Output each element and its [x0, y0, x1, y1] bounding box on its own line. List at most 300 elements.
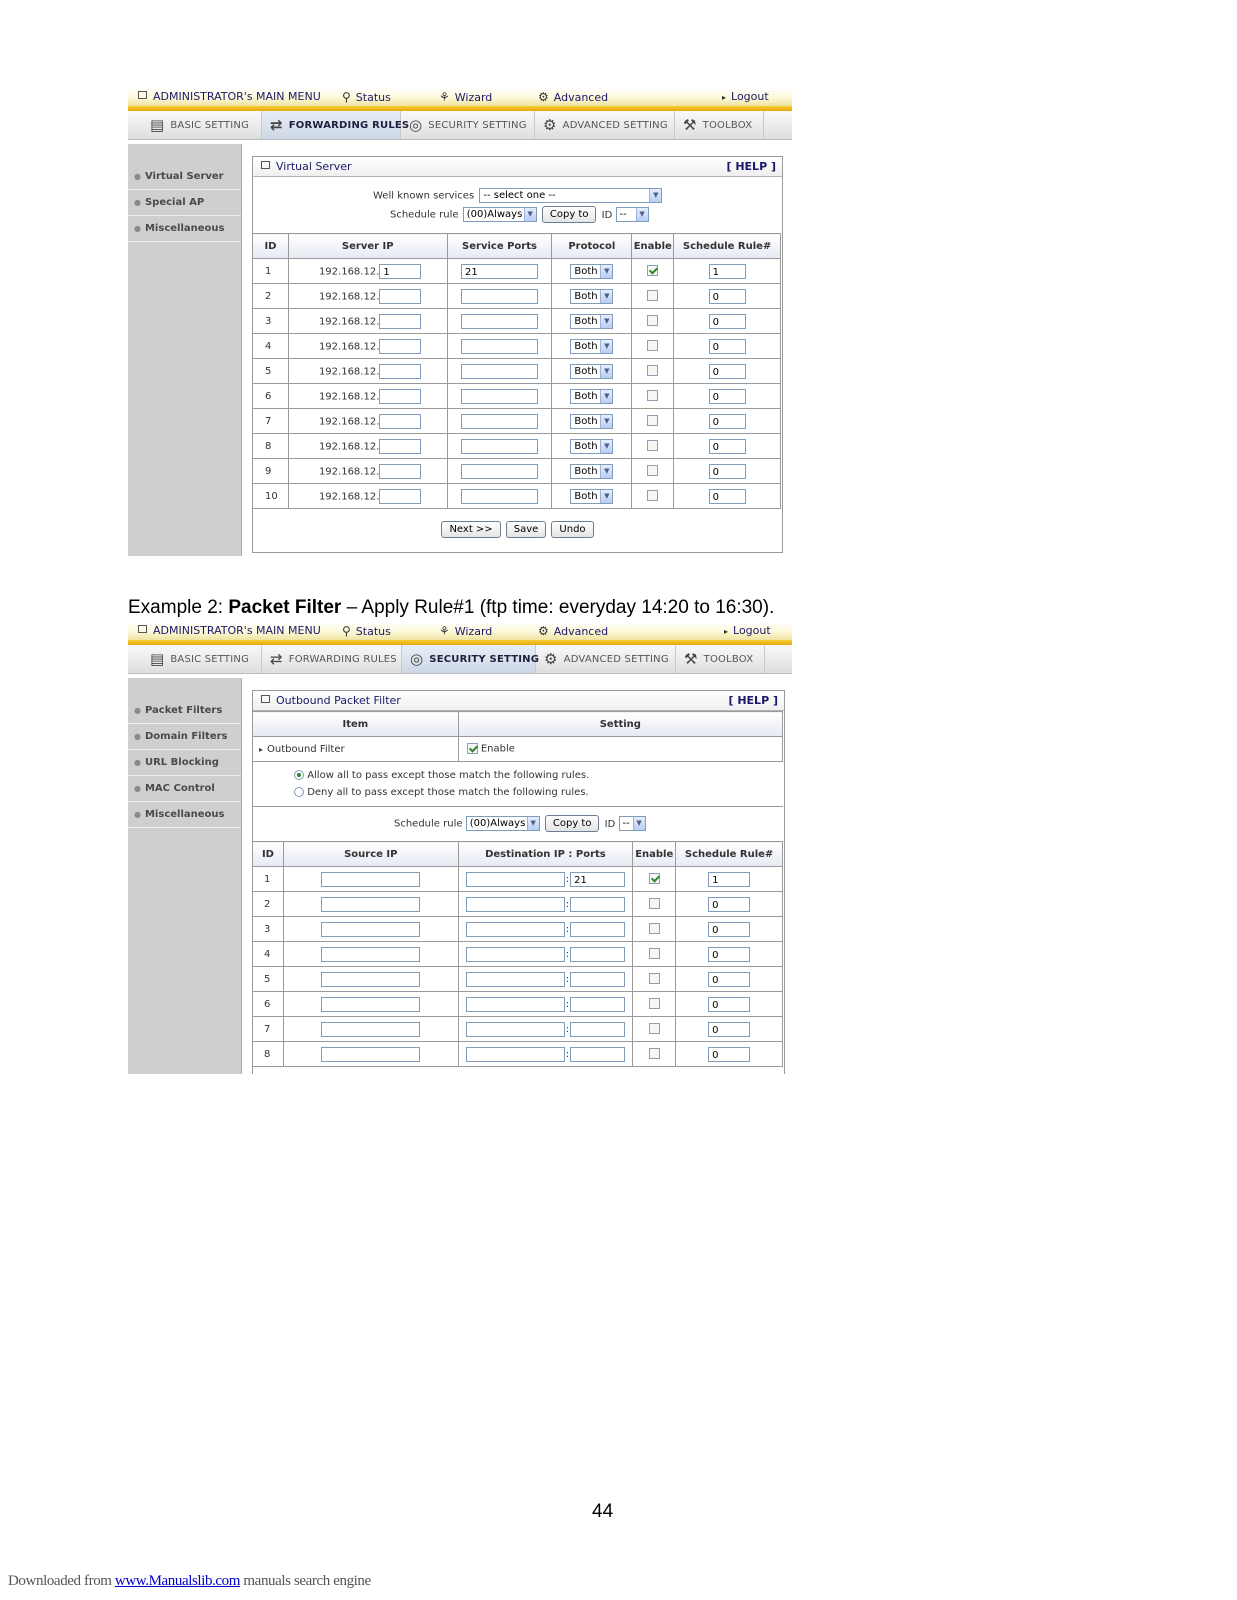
chevron-down-icon: ▼	[600, 390, 612, 403]
sidebar-item-special-ap[interactable]: ● Special AP	[128, 190, 241, 216]
chevron-down-icon: ▼	[600, 490, 612, 503]
service-ports-cell	[447, 284, 552, 309]
example-caption: Example 2: Packet Filter – Apply Rule#1 (ftp time: everyday 14:20 to 16:30).	[128, 597, 775, 618]
schedule-rule-input[interactable]: 0	[709, 389, 746, 404]
ip-port-separator: :	[565, 1049, 570, 1060]
chevron-down-icon: ▼	[600, 415, 612, 428]
enable-checkbox[interactable]	[647, 490, 658, 501]
destination-ip-input[interactable]	[466, 1047, 565, 1062]
outbound-filter-enable-checkbox[interactable]	[467, 743, 478, 754]
service-ports-input[interactable]	[461, 464, 538, 479]
schedule-rule-cell	[674, 434, 781, 459]
policy-allow-radio[interactable]	[294, 770, 304, 780]
column-header: Server IP	[288, 234, 447, 259]
arrow-right-icon: ▸	[722, 93, 727, 102]
source-ip-cell	[283, 942, 458, 967]
protocol-value: Both	[574, 365, 598, 377]
panel-square-icon	[261, 161, 270, 169]
arrows-icon: ⇄	[270, 116, 283, 134]
enable-checkbox[interactable]	[647, 265, 658, 276]
enable-checkbox[interactable]	[649, 998, 660, 1009]
column-header: Source IP	[283, 842, 458, 867]
server-ip-cell	[288, 284, 447, 309]
destination-port-input[interactable]	[570, 1047, 625, 1062]
schedule-rule-input[interactable]: 0	[708, 947, 750, 962]
schedule-rule-cell	[674, 309, 781, 334]
source-ip-input[interactable]	[321, 947, 420, 962]
id-label: ID	[601, 209, 613, 221]
destination-ip-input[interactable]	[466, 972, 565, 987]
schedule-rule-input[interactable]: 1	[709, 264, 746, 279]
arrow-right-icon: ▸	[724, 627, 729, 636]
row-id: 8	[253, 1042, 284, 1067]
service-ports-cell	[447, 359, 552, 384]
ip-prefix: 192.168.12.	[318, 266, 380, 277]
shield-icon: ◎	[410, 650, 424, 668]
logout-link[interactable]: ▸ Logout	[722, 90, 769, 103]
server-ip-input[interactable]	[379, 314, 421, 329]
table-row	[253, 1017, 783, 1042]
source-ip-cell	[283, 992, 458, 1017]
enable-cell	[632, 409, 674, 434]
enable-checkbox[interactable]	[649, 1023, 660, 1034]
table-row	[253, 992, 783, 1017]
schedule-rule-cell	[674, 259, 781, 284]
row-id: 2	[253, 892, 284, 917]
enable-cell	[632, 434, 674, 459]
server-ip-input[interactable]	[379, 389, 421, 404]
bullet-icon: ●	[134, 198, 141, 207]
protocol-cell	[552, 484, 632, 509]
schedule-rule-input[interactable]: 0	[709, 464, 746, 479]
enable-checkbox[interactable]	[649, 898, 660, 909]
destination-ip-input[interactable]	[466, 947, 565, 962]
column-header: Setting	[458, 712, 782, 737]
service-ports-input[interactable]	[461, 489, 538, 504]
destination-cell	[458, 1042, 633, 1067]
table-row	[253, 459, 781, 484]
enable-checkbox[interactable]	[647, 415, 658, 426]
sidebar-item-virtual-server[interactable]: ● Virtual Server	[128, 164, 241, 190]
enable-checkbox[interactable]	[649, 923, 660, 934]
well-known-services-label: Well known services	[373, 190, 475, 202]
service-ports-input[interactable]	[461, 314, 538, 329]
service-ports-input[interactable]	[461, 339, 538, 354]
packet-filter-table	[252, 841, 783, 1067]
service-ports-input[interactable]	[461, 389, 538, 404]
tab-basic-setting[interactable]: ▤ BASIC SETTING	[142, 645, 262, 673]
column-header: Enable	[632, 234, 674, 259]
bullet-icon: ●	[134, 706, 141, 715]
enable-cell	[633, 967, 676, 992]
server-ip-cell	[288, 484, 447, 509]
policy-deny-radio[interactable]	[294, 787, 304, 797]
status-link[interactable]: ⚲ Status	[342, 90, 391, 104]
enable-checkbox[interactable]	[649, 1048, 660, 1059]
row-id: 3	[253, 917, 284, 942]
schedule-rule-input[interactable]: 0	[708, 922, 750, 937]
column-header: Destination IP : Ports	[458, 842, 633, 867]
destination-cell	[458, 867, 633, 892]
source-ip-cell	[283, 917, 458, 942]
source-ip-input[interactable]	[321, 972, 420, 987]
sidebar-item-packet-filters[interactable]: ● Packet Filters	[128, 698, 241, 724]
policy-deny-option[interactable]: Deny all to pass except those match the following rules.	[294, 787, 589, 798]
server-ip-input[interactable]	[379, 489, 421, 504]
server-ip-input[interactable]	[379, 289, 421, 304]
wand-icon: ⚘	[439, 90, 450, 104]
chevron-down-icon: ▼	[600, 340, 612, 353]
schedule-rule-cell	[674, 359, 781, 384]
tab-advanced-setting[interactable]: ⚙ ADVANCED SETTING	[535, 111, 675, 139]
schedule-rule-select[interactable]: (00)Always ▼	[466, 816, 540, 831]
tab-bar	[128, 111, 792, 140]
toolbox-icon: ⚒	[683, 116, 697, 134]
enable-cell	[633, 892, 676, 917]
enable-checkbox[interactable]	[647, 440, 658, 451]
server-ip-cell	[288, 434, 447, 459]
enable-label: Enable	[480, 743, 515, 755]
destination-port-input[interactable]	[570, 972, 625, 987]
server-ip-input[interactable]	[379, 339, 421, 354]
protocol-select[interactable]	[570, 389, 613, 404]
help-link[interactable]: [ HELP ]	[728, 694, 778, 707]
source-ip-input[interactable]	[321, 997, 420, 1012]
schedule-rule-input[interactable]: 1	[708, 872, 750, 887]
table-row	[253, 942, 783, 967]
schedule-rule-cell	[676, 967, 783, 992]
help-link[interactable]: [ HELP ]	[726, 160, 776, 173]
wizard-link[interactable]: ⚘ Wizard	[439, 624, 493, 638]
schedule-rule-input[interactable]: 0	[709, 414, 746, 429]
book-icon: ▤	[150, 650, 165, 668]
admin-main-menu-link[interactable]: ADMINISTRATOR's MAIN MENU	[138, 90, 321, 103]
table-row	[253, 334, 781, 359]
table-row	[253, 967, 783, 992]
tab-toolbox[interactable]: ⚒ TOOLBOX	[675, 111, 764, 139]
column-header: Service Ports	[447, 234, 552, 259]
table-row	[253, 284, 781, 309]
panel-header	[253, 691, 784, 711]
source-ip-cell	[283, 867, 458, 892]
enable-cell	[632, 384, 674, 409]
packet-filter-screenshot	[128, 622, 792, 1074]
schedule-rule-input[interactable]: 0	[709, 439, 746, 454]
copy-to-button[interactable]: Copy to	[542, 206, 597, 223]
server-ip-cell	[288, 359, 447, 384]
server-ip-input[interactable]: 1	[379, 264, 421, 279]
service-ports-input[interactable]	[461, 439, 538, 454]
undo-button[interactable]: Undo	[551, 521, 593, 538]
protocol-select[interactable]	[570, 339, 613, 354]
row-id: 4	[253, 334, 289, 359]
service-ports-cell	[447, 384, 552, 409]
enable-checkbox[interactable]	[647, 390, 658, 401]
advanced-link[interactable]: ⚙ Advanced	[538, 624, 609, 638]
tab-toolbox[interactable]: ⚒ TOOLBOX	[676, 645, 765, 673]
panel-square-icon	[261, 695, 270, 703]
virtual-server-panel	[252, 156, 783, 553]
source-ip-input[interactable]	[321, 1022, 420, 1037]
schedule-rule-cell	[674, 409, 781, 434]
page-number: 44	[592, 1501, 614, 1522]
schedule-rule-select[interactable]: (00)Always ▼	[463, 207, 537, 222]
well-known-services-select[interactable]: -- select one -- ▼	[479, 188, 662, 203]
destination-cell	[458, 992, 633, 1017]
person-icon: ⚲	[342, 624, 351, 638]
protocol-select[interactable]	[570, 414, 613, 429]
protocol-value: Both	[574, 265, 598, 277]
schedule-rule-row	[390, 206, 649, 223]
schedule-rule-input[interactable]: 0	[709, 314, 746, 329]
chevron-down-icon: ▼	[600, 440, 612, 453]
ip-prefix: 192.168.12.	[318, 391, 380, 402]
enable-checkbox[interactable]	[647, 365, 658, 376]
bullet-icon: ●	[134, 172, 141, 181]
well-known-services-row	[373, 188, 662, 203]
menu-square-icon	[138, 625, 147, 633]
next-button[interactable]: Next >>	[441, 521, 500, 538]
chevron-down-icon: ▼	[527, 817, 539, 830]
service-ports-cell	[447, 409, 552, 434]
row-id: 5	[253, 359, 289, 384]
column-header: Schedule Rule#	[676, 842, 783, 867]
enable-cell	[632, 284, 674, 309]
row-id: 8	[253, 434, 289, 459]
id-select[interactable]: -- ▼	[616, 207, 649, 222]
table-row	[253, 1042, 783, 1067]
destination-ip-input[interactable]	[466, 872, 565, 887]
protocol-select[interactable]	[570, 439, 613, 454]
destination-ip-input[interactable]	[466, 922, 565, 937]
service-ports-cell	[447, 459, 552, 484]
sidebar	[128, 678, 242, 1074]
sidebar-item-url-blocking[interactable]: ● URL Blocking	[128, 750, 241, 776]
server-ip-input[interactable]	[379, 464, 421, 479]
source-ip-cell	[283, 892, 458, 917]
protocol-value: Both	[574, 315, 598, 327]
bullet-icon: ●	[134, 224, 141, 233]
enable-checkbox[interactable]	[649, 873, 660, 884]
chevron-down-icon: ▼	[600, 465, 612, 478]
protocol-value: Both	[574, 390, 598, 402]
destination-ip-input[interactable]	[466, 897, 565, 912]
status-link[interactable]: ⚲ Status	[342, 624, 391, 638]
virtual-server-screenshot	[128, 88, 792, 556]
logout-link[interactable]: ▸ Logout	[724, 624, 771, 637]
tab-forwarding-rules[interactable]: ⇄ FORWARDING RULES	[262, 645, 402, 673]
column-header: Item	[253, 712, 459, 737]
server-ip-cell	[288, 334, 447, 359]
schedule-rule-input[interactable]: 0	[708, 972, 750, 987]
schedule-rule-cell	[676, 992, 783, 1017]
service-ports-cell	[447, 259, 552, 284]
id-select[interactable]: -- ▼	[619, 816, 646, 831]
enable-checkbox[interactable]	[647, 290, 658, 301]
sidebar-item-miscellaneous[interactable]: ● Miscellaneous	[128, 216, 241, 242]
enable-checkbox[interactable]	[647, 465, 658, 476]
form-buttons	[253, 519, 782, 538]
source-ip-input[interactable]	[321, 872, 420, 887]
save-button[interactable]: Save	[506, 521, 547, 538]
destination-port-input[interactable]	[570, 922, 625, 937]
protocol-value: Both	[574, 290, 598, 302]
protocol-select[interactable]	[570, 264, 613, 279]
chevron-down-icon: ▼	[636, 208, 648, 221]
sidebar-item-domain-filters[interactable]: ● Domain Filters	[128, 724, 241, 750]
tab-security-setting[interactable]: ◎ SECURITY SETTING	[402, 645, 536, 673]
enable-cell	[633, 992, 676, 1017]
policy-allow-option[interactable]: Allow all to pass except those match the following rules.	[294, 770, 589, 781]
row-id: 6	[253, 992, 284, 1017]
ip-port-separator: :	[565, 874, 570, 885]
destination-port-input[interactable]	[570, 997, 625, 1012]
destination-ip-input[interactable]	[466, 1022, 565, 1037]
table-row	[253, 409, 781, 434]
item-setting-header	[253, 712, 783, 737]
service-ports-input[interactable]	[461, 289, 538, 304]
protocol-select[interactable]	[570, 289, 613, 304]
outbound-filter-row	[253, 737, 783, 762]
server-ip-input[interactable]	[379, 439, 421, 454]
bullet-icon: ●	[134, 810, 141, 819]
enable-checkbox[interactable]	[647, 315, 658, 326]
row-id: 1	[253, 259, 289, 284]
table-header-row	[253, 842, 783, 867]
row-id: 7	[253, 1017, 284, 1042]
row-id: 1	[253, 867, 284, 892]
ip-prefix: 192.168.12.	[318, 366, 380, 377]
schedule-rule-input[interactable]: 0	[708, 897, 750, 912]
service-ports-cell	[447, 334, 552, 359]
copy-to-button[interactable]: Copy to	[545, 815, 600, 832]
tab-forwarding-rules[interactable]: ⇄ FORWARDING RULES	[262, 111, 401, 139]
ip-port-separator: :	[565, 899, 570, 910]
table-row	[253, 484, 781, 509]
source-ip-cell	[283, 1017, 458, 1042]
schedule-rule-input[interactable]: 0	[709, 489, 746, 504]
advanced-link[interactable]: ⚙ Advanced	[538, 90, 609, 104]
sidebar	[128, 144, 242, 556]
ip-prefix: 192.168.12.	[318, 416, 380, 427]
source-ip-input[interactable]	[321, 1047, 420, 1062]
book-icon: ▤	[150, 116, 165, 134]
tab-advanced-setting[interactable]: ⚙ ADVANCED SETTING	[536, 645, 676, 673]
enable-cell	[633, 917, 676, 942]
source-ip-input[interactable]	[321, 897, 420, 912]
protocol-select[interactable]	[570, 464, 613, 479]
outbound-packet-filter-panel	[252, 690, 785, 1074]
destination-ip-input[interactable]	[466, 997, 565, 1012]
virtual-server-rows	[253, 259, 781, 509]
shield-icon: ◎	[409, 116, 423, 134]
protocol-select[interactable]	[570, 314, 613, 329]
destination-port-input[interactable]	[570, 1022, 625, 1037]
source-ip-input[interactable]	[321, 922, 420, 937]
table-header-row	[253, 234, 781, 259]
schedule-rule-cell	[676, 1042, 783, 1067]
chevron-down-icon: ▼	[600, 315, 612, 328]
protocol-cell	[552, 284, 632, 309]
destination-cell	[458, 967, 633, 992]
manualslib-link[interactable]: www.Manualslib.com	[114, 1573, 241, 1589]
schedule-rule-cell	[676, 917, 783, 942]
service-ports-cell	[447, 434, 552, 459]
bullet-icon: ●	[134, 758, 141, 767]
id-label: ID	[604, 818, 616, 830]
server-ip-input[interactable]	[379, 364, 421, 379]
chevron-down-icon: ▼	[524, 208, 536, 221]
protocol-value: Both	[574, 340, 598, 352]
sidebar-item-miscellaneous[interactable]: ● Miscellaneous	[128, 802, 241, 828]
row-id: 4	[253, 942, 284, 967]
row-id: 3	[253, 309, 289, 334]
menu-square-icon	[138, 91, 147, 99]
protocol-value: Both	[574, 490, 598, 502]
schedule-rule-row	[394, 815, 646, 832]
schedule-rule-input[interactable]: 0	[709, 364, 746, 379]
schedule-rule-input[interactable]: 0	[709, 289, 746, 304]
protocol-cell	[552, 359, 632, 384]
sidebar-item-mac-control[interactable]: ● MAC Control	[128, 776, 241, 802]
ip-prefix: 192.168.12.	[318, 466, 380, 477]
wand-icon: ⚘	[439, 624, 450, 638]
table-row	[253, 359, 781, 384]
server-ip-input[interactable]	[379, 414, 421, 429]
column-header: ID	[253, 842, 284, 867]
arrows-icon: ⇄	[270, 650, 283, 668]
ip-port-separator: :	[565, 1024, 570, 1035]
tab-basic-setting[interactable]: ▤ BASIC SETTING	[142, 111, 262, 139]
server-ip-cell	[288, 309, 447, 334]
ip-prefix: 192.168.12.	[318, 291, 380, 302]
protocol-select[interactable]	[570, 489, 613, 504]
destination-port-input[interactable]	[570, 897, 625, 912]
chevron-down-icon: ▼	[600, 290, 612, 303]
ip-prefix: 192.168.12.	[318, 491, 380, 502]
destination-port-input[interactable]: 21	[570, 872, 625, 887]
service-ports-input[interactable]: 21	[461, 264, 538, 279]
enable-cell	[632, 259, 674, 284]
gear-hand-icon: ⚙	[538, 90, 549, 104]
service-ports-input[interactable]	[461, 364, 538, 379]
ip-port-separator: :	[565, 949, 570, 960]
protocol-cell	[552, 384, 632, 409]
table-row	[253, 917, 783, 942]
service-ports-cell	[447, 309, 552, 334]
schedule-rule-label: Schedule rule	[390, 209, 459, 221]
chevron-down-icon: ▼	[649, 189, 661, 202]
enable-checkbox[interactable]	[649, 973, 660, 984]
admin-main-menu-link[interactable]: ADMINISTRATOR's MAIN MENU	[138, 624, 321, 637]
wizard-link[interactable]: ⚘ Wizard	[439, 90, 493, 104]
schedule-rule-input[interactable]: 0	[708, 1022, 750, 1037]
panel-header	[253, 157, 782, 177]
tab-bar	[128, 645, 792, 674]
destination-port-input[interactable]	[570, 947, 625, 962]
service-ports-input[interactable]	[461, 414, 538, 429]
enable-cell	[632, 459, 674, 484]
schedule-rule-cell	[674, 284, 781, 309]
schedule-rule-input[interactable]: 0	[709, 339, 746, 354]
tab-security-setting[interactable]: ◎ SECURITY SETTING	[401, 111, 535, 139]
enable-cell	[632, 309, 674, 334]
schedule-rule-input[interactable]: 0	[708, 997, 750, 1012]
enable-checkbox[interactable]	[647, 340, 658, 351]
enable-checkbox[interactable]	[649, 948, 660, 959]
schedule-rule-input[interactable]: 0	[708, 1047, 750, 1062]
protocol-select[interactable]	[570, 364, 613, 379]
